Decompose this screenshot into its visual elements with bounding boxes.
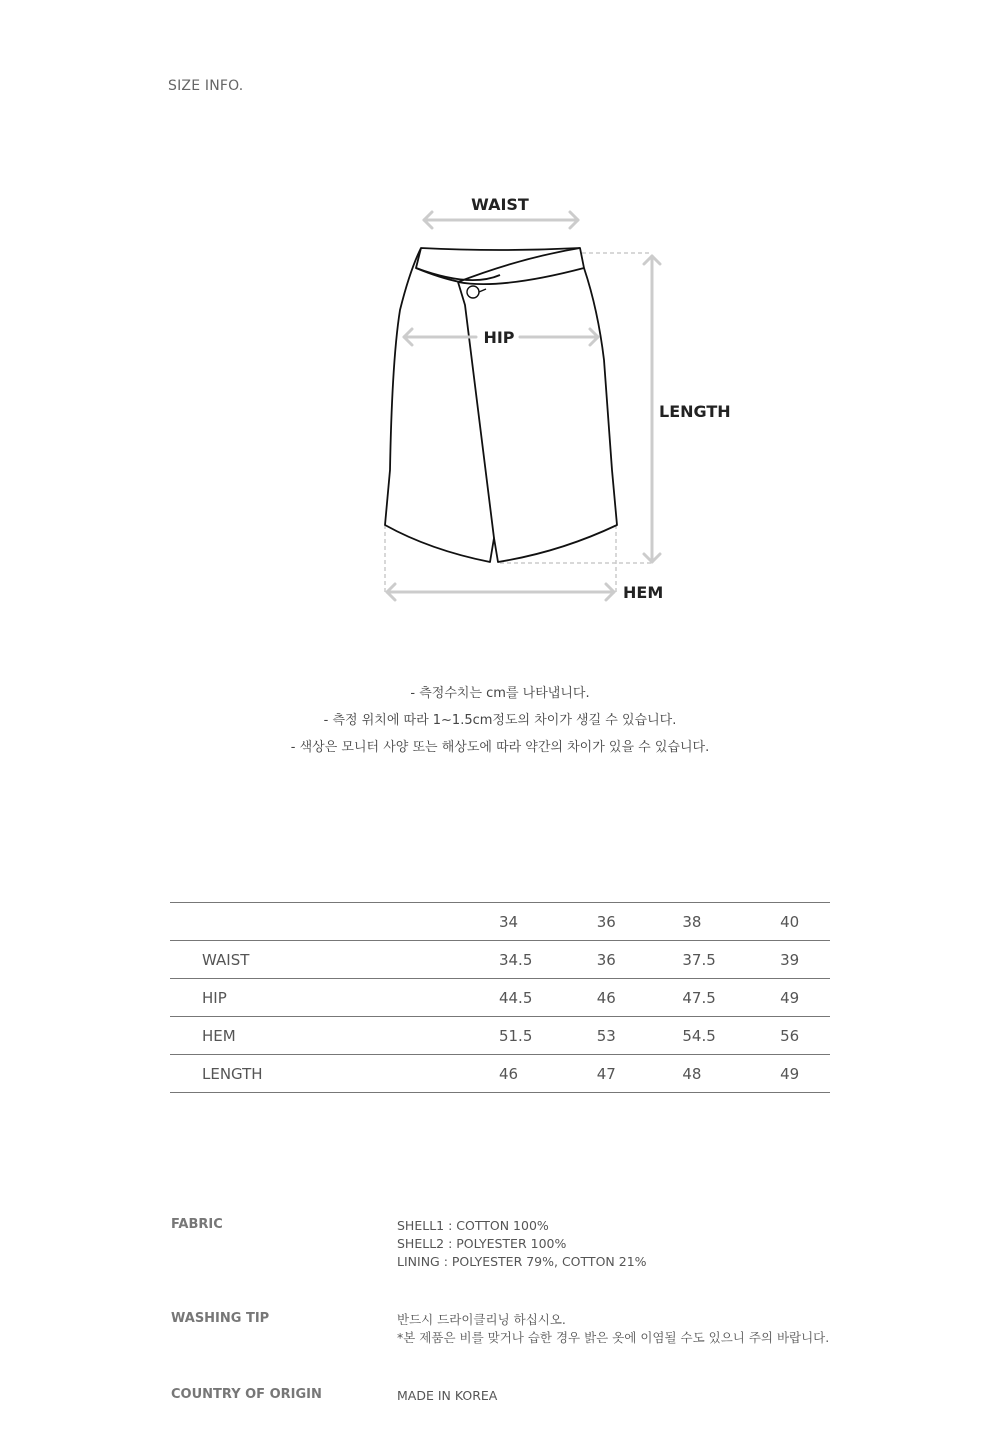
length-arrow <box>644 256 660 562</box>
row-label: WAIST <box>170 941 499 979</box>
table-cell: 47 <box>597 1055 683 1093</box>
origin-value: MADE IN KOREA <box>397 1388 498 1403</box>
table-cell: 46 <box>499 1055 597 1093</box>
table-cell: 48 <box>682 1055 780 1093</box>
waist-arrow <box>424 212 578 228</box>
origin-label: COUNTRY OF ORIGIN <box>171 1387 322 1402</box>
washing-value: 반드시 드라이클리닝 하십시오. <box>397 1312 566 1327</box>
section-title: SIZE INFO. <box>168 78 244 94</box>
size-header-cell: 34 <box>499 903 597 941</box>
fabric-value: SHELL1 : COTTON 100% <box>397 1218 549 1233</box>
table-cell: 44.5 <box>499 979 597 1017</box>
size-header-cell: 38 <box>682 903 780 941</box>
table-row <box>170 1017 830 1055</box>
length-label: LENGTH <box>659 402 731 421</box>
measurement-notes <box>0 680 1000 761</box>
skirt-diagram <box>0 0 1000 640</box>
note-line: - 측정 위치에 따라 1~1.5cm정도의 차이가 생길 수 있습니다. <box>323 713 677 728</box>
origin-values <box>397 1387 897 1405</box>
row-label: HIP <box>170 979 499 1017</box>
waist-label: WAIST <box>471 195 529 214</box>
table-cell: 34.5 <box>499 941 597 979</box>
table-cell: 51.5 <box>499 1017 597 1055</box>
table-cell: 53 <box>597 1017 683 1055</box>
table-cell: 37.5 <box>682 941 780 979</box>
hem-arrow <box>387 584 614 600</box>
note-line: - 색상은 모니터 사양 또는 해상도에 따라 약간의 차이가 있을 수 있습니다. <box>290 740 710 755</box>
table-row <box>170 979 830 1017</box>
washing-label: WASHING TIP <box>171 1311 270 1326</box>
table-cell: 46 <box>597 979 683 1017</box>
washing-value: *본 제품은 비를 맞거나 습한 경우 밝은 옷에 이염될 수도 있으니 주의 바랍니다. <box>397 1330 830 1345</box>
size-header-cell <box>170 903 499 941</box>
table-cell: 49 <box>780 1055 830 1093</box>
washing-values <box>397 1311 897 1347</box>
hem-label: HEM <box>623 583 664 602</box>
table-row <box>170 941 830 979</box>
note-line: - 측정수치는 cm를 나타냅니다. <box>410 686 590 701</box>
size-header-cell: 40 <box>780 903 830 941</box>
size-header-row <box>170 903 830 941</box>
row-label: LENGTH <box>170 1055 499 1093</box>
table-cell: 47.5 <box>682 979 780 1017</box>
size-table <box>170 902 830 1093</box>
fabric-values <box>397 1217 897 1271</box>
table-cell: 56 <box>780 1017 830 1055</box>
skirt-outline <box>385 248 617 562</box>
table-cell: 54.5 <box>682 1017 780 1055</box>
table-cell: 49 <box>780 979 830 1017</box>
size-header-cell: 36 <box>597 903 683 941</box>
fabric-value: SHELL2 : POLYESTER 100% <box>397 1236 567 1251</box>
table-row <box>170 1055 830 1093</box>
row-label: HEM <box>170 1017 499 1055</box>
table-cell: 39 <box>780 941 830 979</box>
table-cell: 36 <box>597 941 683 979</box>
fabric-label: FABRIC <box>171 1217 223 1232</box>
fabric-value: LINING : POLYESTER 79%, COTTON 21% <box>397 1254 647 1269</box>
hip-label: HIP <box>483 328 515 347</box>
